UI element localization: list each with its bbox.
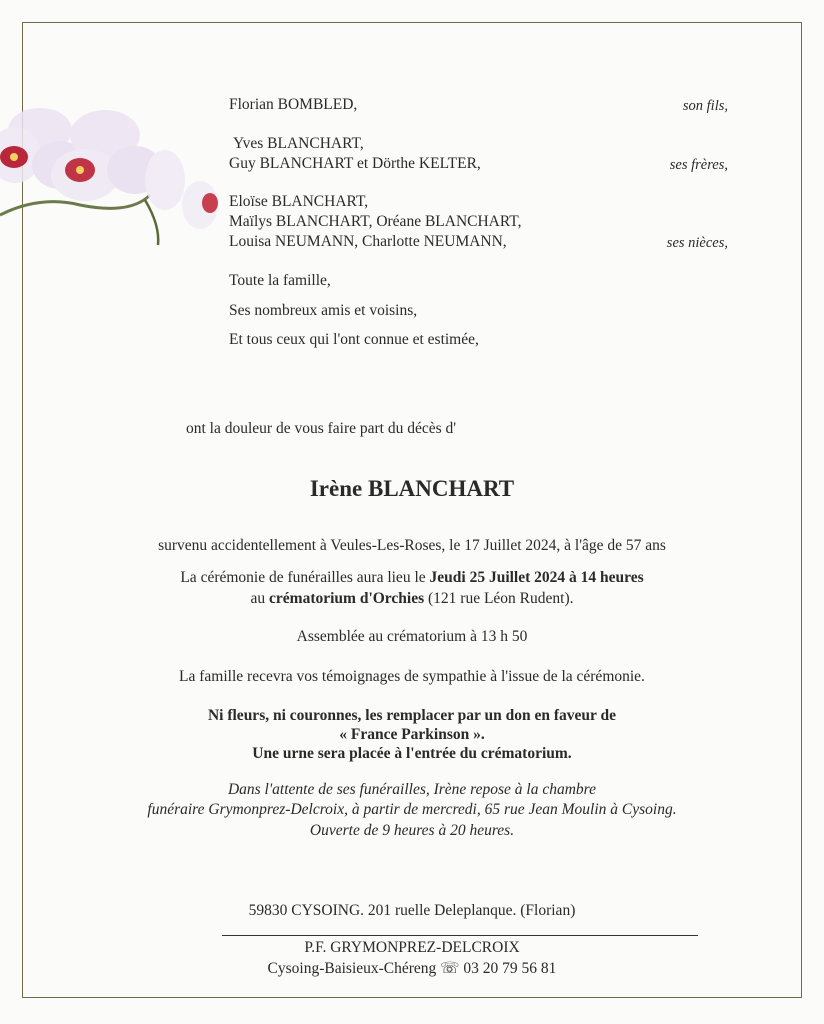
flowers-line-3: Une urne sera placée à l'entrée du crématorium. [252, 745, 572, 762]
ceremony-place: crématorium d'Orchies [269, 590, 425, 607]
nieces-relation: ses nièces, [666, 235, 728, 251]
rest-line-2: funéraire Grymonprez-Delcroix, à partir de mercredi, 65 rue Jean Moulin à Cysoing. [147, 801, 677, 818]
others-line-2: Ses nombreux amis et voisins, [229, 302, 418, 319]
others-line-1: Toute la famille, [229, 272, 331, 289]
condolences-note: La famille recevra vos témoignages de sympathie à l'issue de la cérémonie. [179, 668, 645, 685]
ceremony-address: (121 rue Léon Rudent). [424, 590, 574, 607]
niece-name-3: Louisa NEUMANN, Charlotte NEUMANN, [229, 233, 507, 250]
funeral-home-name: P.F. GRYMONPREZ-DELCROIX [304, 939, 520, 956]
ceremony-place-prefix: au [250, 590, 270, 607]
flowers-line-2: « France Parkinson ». [339, 726, 485, 743]
funeral-home-contact: Cysoing-Baisieux-Chéreng ☏ 03 20 79 56 81 [267, 960, 557, 977]
separator-line [222, 935, 698, 936]
deceased-name: Irène BLANCHART [309, 476, 515, 501]
ceremony-date: Jeudi 25 Juillet 2024 à 14 heures [429, 569, 644, 586]
brother-name-2: Guy BLANCHART et Dörthe KELTER, [229, 155, 481, 172]
brother-name-1: Yves BLANCHART, [233, 135, 364, 152]
rest-line-1: Dans l'attente de ses funérailles, Irène repose à la chambre [227, 781, 597, 798]
ceremony-prefix: La cérémonie de funérailles aura lieu le [180, 569, 430, 586]
ceremony-line-1 [0, 569, 824, 587]
rest-line-3: Ouverte de 9 heures à 20 heures. [309, 822, 515, 839]
family-address: 59830 CYSOING. 201 ruelle Deleplanque. (Florian) [248, 902, 576, 919]
others-line-3: Et tous ceux qui l'ont connue et estimée, [229, 331, 479, 348]
ceremony-line-2 [0, 590, 824, 608]
son-name: Florian BOMBLED, [229, 96, 358, 113]
niece-name-2: Maïlys BLANCHART, Oréane BLANCHART, [229, 213, 522, 230]
brothers-relation: ses frères, [669, 157, 728, 173]
son-relation: son fils, [682, 98, 728, 114]
niece-name-1: Eloïse BLANCHART, [229, 193, 369, 210]
flowers-line-1: Ni fleurs, ni couronnes, les remplacer par un don en faveur de [207, 707, 617, 724]
orchid-decoration [0, 95, 230, 255]
announcement-intro: ont la douleur de vous faire part du décès d' [186, 420, 457, 437]
assembly-time: Assemblée au crématorium à 13 h 50 [296, 628, 528, 645]
death-circumstances: survenu accidentellement à Veules-Les-Roses, le 17 Juillet 2024, à l'âge de 57 ans [158, 537, 666, 554]
